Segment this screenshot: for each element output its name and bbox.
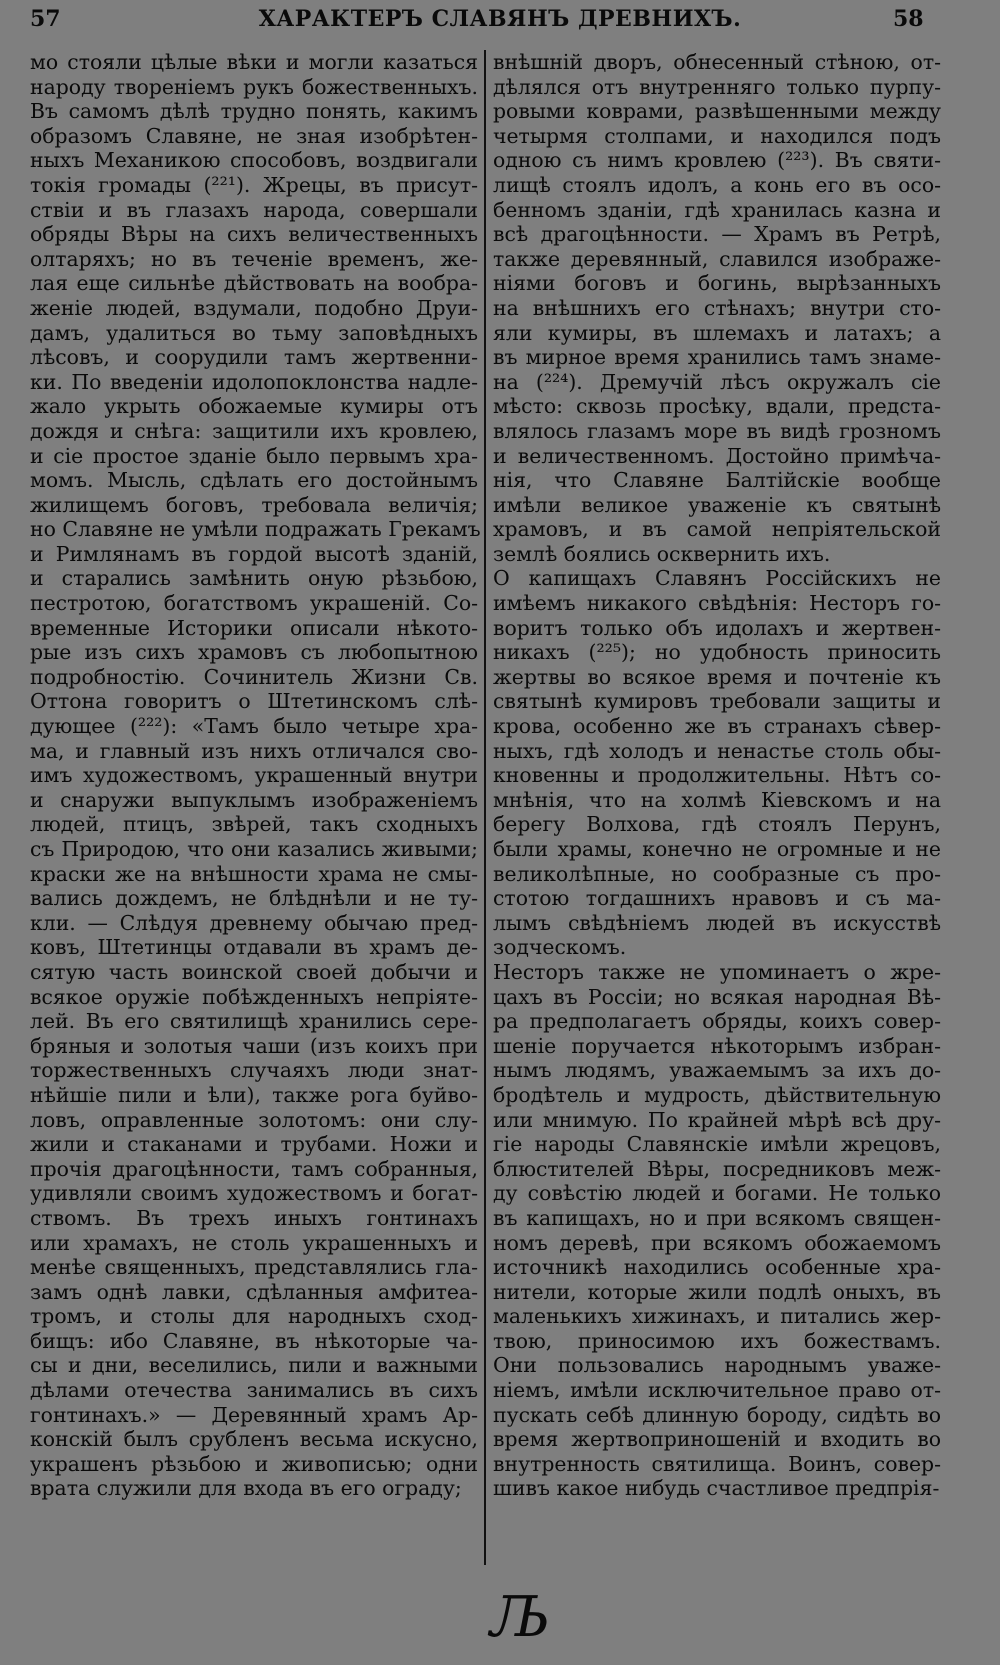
text-line: мнѣнія, что на холмѣ Кіевскомъ и на: [493, 787, 941, 812]
text-line: и сіе простое зданіе было первымъ хра-: [30, 443, 478, 468]
text-line: Они пользовались народнымъ уваже-: [493, 1353, 941, 1378]
text-line: берегу Волхова, гдѣ стоялъ Перунъ,: [493, 812, 941, 837]
text-line: сы и дни, веселились, пили и важными: [30, 1353, 478, 1378]
text-line: съ Природою, что они казались живыми;: [30, 837, 478, 861]
text-line: ніями боговъ и богинь, вырѣзанныхъ: [493, 271, 941, 296]
text-line: прочія драгоцѣнности, тамъ собранныя,: [30, 1156, 478, 1181]
text-line: шивъ какое нибудь счастливое предпрія-: [493, 1476, 940, 1501]
text-line: ствомъ. Въ трехъ иныхъ гонтинахъ: [30, 1205, 478, 1230]
text-line: замъ однѣ лавки, сдѣланныя амфитеа-: [30, 1279, 478, 1304]
text-line: въ капищахъ, но и при всякомъ священ-: [493, 1205, 941, 1230]
text-line: конскій былъ срубленъ весьма искусно,: [30, 1427, 478, 1452]
text-line: женіе людей, вздумали, подобно Друи-: [30, 295, 478, 320]
text-line: были храмы, конечно не огромные и не: [493, 837, 941, 861]
text-line: одною съ нимъ кровлею (²²³). Въ святи-: [493, 148, 941, 173]
text-line: гонтинахъ.» — Деревянный храмъ Ар-: [30, 1402, 478, 1427]
text-line: всѣ драгоцѣнности. — Храмъ въ Ретрѣ,: [493, 222, 941, 247]
text-line: дующее (²²²): «Тамъ было четыре хра-: [30, 714, 478, 739]
text-line: обряды Вѣры на сихъ величественныхъ: [30, 222, 478, 247]
text-line: кновенны и продолжительны. Нѣтъ со-: [493, 763, 941, 788]
text-line: Въ самомъ дѣлѣ трудно понять, какимъ: [30, 99, 478, 124]
text-line: нымъ людямъ, уважаемымъ за ихъ до-: [493, 1058, 941, 1083]
text-line: нители, которые жили подлѣ оныхъ, въ: [493, 1279, 941, 1304]
text-line: олтаряхъ; но въ теченіе временъ, же-: [30, 246, 478, 271]
text-line: О капищахъ Славянъ Россійскихъ не: [493, 566, 941, 591]
text-line: святынѣ кумировъ требовали защиты и: [493, 689, 941, 714]
right-text-column: [493, 50, 941, 1501]
text-line: пускать себѣ длинную бороду, сидѣть во: [493, 1402, 941, 1427]
text-line: менѣе священныхъ, представлялись гла-: [30, 1255, 478, 1280]
text-line: внутренность святилища. Воинъ, совер-: [493, 1451, 941, 1476]
text-line: ровыми коврами, развѣшенными между: [493, 99, 941, 124]
text-line: токія громады (²²¹). Жрецы, въ присут-: [30, 172, 478, 197]
text-line: дамъ, удалиться во тьму заповѣдныхъ: [30, 320, 478, 345]
text-line: мѣсто: сквозь просѣку, вдали, предста-: [493, 394, 941, 419]
text-line: ма, и главный изъ нихъ отличался сво-: [30, 738, 478, 763]
text-line: крова, особенно же въ странахъ сѣвер-: [493, 714, 941, 739]
text-line: краски же на внѣшности храма не смы-: [30, 861, 478, 886]
text-line: кли. — Слѣдуя древнему обычаю пред-: [30, 910, 478, 935]
text-line: маленькихъ хижинахъ, и питались жер-: [493, 1304, 941, 1329]
text-line: ковъ, Штетинцы отдавали въ храмъ де-: [30, 935, 478, 960]
text-line: цахъ въ Россіи; но всякая народная Вѣ-: [493, 984, 941, 1009]
text-line: въ мирное время хранились тамъ знаме-: [493, 345, 941, 370]
text-line: ныхъ, гдѣ холодъ и ненастье столь обы-: [493, 738, 941, 763]
text-line: пестротою, богатствомъ украшеній. Со-: [30, 591, 478, 616]
text-line: ки. По введеніи идолопоклонства надле-: [30, 369, 478, 394]
left-text-column: [30, 50, 481, 1501]
text-line: торжественныхъ случаяхъ люди знат-: [30, 1058, 478, 1083]
text-line: лымъ свѣдѣніемъ людей въ искусствѣ: [493, 910, 941, 935]
text-line: лей. Въ его святилищѣ хранились сере-: [30, 1009, 478, 1034]
text-line: шеніе поручается нѣкоторымъ избран-: [493, 1033, 941, 1058]
text-line: лая еще сильнѣе дѣйствовать на вообра-: [30, 271, 478, 296]
text-line: блюстителей Вѣры, посредниковъ меж-: [493, 1156, 941, 1181]
text-line: лѣсовъ, и соорудили тамъ жертвенни-: [30, 345, 478, 370]
text-line: тромъ, и столы для народныхъ сход-: [30, 1304, 478, 1329]
text-line: землѣ боялись осквернить ихъ.: [493, 541, 831, 566]
text-line: бенномъ зданіи, гдѣ хранилась казна и: [493, 197, 941, 222]
text-line: номъ деревѣ, при всякомъ обожаемомъ: [493, 1230, 941, 1255]
text-line: и величественномъ. Достойно примѣча-: [493, 443, 941, 468]
text-line: жертвы во всякое время и почтеніе къ: [493, 664, 941, 689]
text-line: удивляли своимъ художествомъ и богат-: [30, 1181, 478, 1206]
text-line: врата служили для входа въ его ограду;: [30, 1476, 462, 1501]
running-title: ХАРАКТЕРЪ СЛАВЯНЪ ДРЕВНИХЪ.: [258, 6, 742, 32]
text-line: ловъ, оправленные золотомъ: они слу-: [30, 1107, 478, 1132]
text-line: подробностію. Сочинитель Жизни Св.: [30, 664, 478, 689]
text-line: имѣли великое уваженіе къ святынѣ: [493, 492, 941, 517]
text-line: и снаружи выпуклымъ изображеніемъ: [30, 787, 478, 812]
text-line: источникѣ находились особенные хра-: [493, 1255, 941, 1280]
right-page-number: 58: [893, 6, 924, 32]
text-line: и старались замѣнить оную рѣзьбою,: [30, 566, 478, 591]
text-line: храмовъ, и въ самой непріятельской: [493, 517, 941, 542]
text-line: стотою тогдашнихъ нравовъ и съ ма-: [493, 886, 941, 911]
text-line: временные Историки описали нѣкото-: [30, 615, 478, 640]
text-line: вались дождемъ, не блѣднѣли и не ту-: [30, 886, 478, 911]
text-line: или мнимую. По крайней мѣрѣ всѣ дру-: [493, 1107, 941, 1132]
text-line: дѣлялся отъ внутренняго только пурпу-: [493, 74, 941, 99]
text-line: людей, птицъ, звѣрей, такъ сходныхъ: [30, 812, 478, 837]
text-line: имѣемъ никакого свѣдѣнія: Несторъ го-: [493, 591, 941, 616]
text-line: или храмахъ, не столь украшенныхъ и: [30, 1230, 478, 1255]
text-line: ра предполагаетъ обряды, коихъ совер-: [493, 1009, 941, 1034]
text-line: дѣлами отечества занимались въ сихъ: [30, 1378, 478, 1403]
text-line: украшенъ рѣзьбою и живописью; одни: [30, 1451, 478, 1476]
text-line: но Славяне не умѣли подражать Грекамъ: [30, 517, 481, 542]
text-line: на внѣшнихъ его стѣнахъ; внутри сто-: [493, 295, 941, 320]
handwritten-mark: Љ: [490, 1585, 551, 1650]
text-line: ду совѣстію людей и богами. Не только: [493, 1181, 941, 1206]
text-line: на (²²⁴). Дремучій лѣсъ окружалъ сіе: [493, 369, 941, 394]
text-line: образомъ Славяне, не зная изобрѣтен-: [30, 123, 478, 148]
text-line: бряныя и золотыя чаши (изъ коихъ при: [30, 1033, 478, 1058]
text-line: жили и стаканами и трубами. Ножи и: [30, 1132, 478, 1157]
text-line: твою, приносимою ихъ божествамъ.: [493, 1328, 941, 1353]
text-line: лищѣ стоялъ идолъ, а конь его въ осо-: [493, 172, 941, 197]
text-line: дождя и снѣга: защитили ихъ кровлею,: [30, 418, 478, 443]
text-line: Несторъ также не упоминаетъ о жре-: [493, 959, 941, 984]
text-line: нѣйшіе пили и ѣли), также рога буйво-: [30, 1082, 478, 1107]
text-line: время жертвоприношеній и входить во: [493, 1427, 941, 1452]
text-line: ныхъ Механикою способовъ, воздвигали: [30, 148, 478, 173]
text-line: и Римлянамъ въ гордой высотѣ зданій,: [30, 541, 478, 566]
column-divider: [484, 50, 486, 1565]
text-line: также деревянный, славился изображе-: [493, 246, 941, 271]
text-line: никахъ (²²⁵); но удобность приносить: [493, 640, 941, 665]
text-line: всякое оружіе побѣжденныхъ непріяте-: [30, 984, 478, 1009]
text-line: момъ. Мысль, сдѣлать его достойнымъ: [30, 468, 478, 493]
text-line: яли кумиры, въ шлемахъ и латахъ; а: [493, 320, 941, 345]
text-line: ствіи и въ глазахъ народа, совершали: [30, 197, 478, 222]
left-page-number: 57: [30, 6, 61, 32]
text-line: зодческомъ.: [493, 935, 627, 960]
text-line: воритъ только объ идолахъ и жертвен-: [493, 615, 941, 640]
text-line: бродѣтель и мудрость, дѣйствительную: [493, 1082, 941, 1107]
text-line: ніемъ, имѣли исключительное право от-: [493, 1378, 941, 1403]
text-line: мо стояли цѣлые вѣки и могли казаться: [30, 50, 478, 74]
text-line: Оттона говоритъ о Штетинскомъ слѣ-: [30, 689, 478, 714]
text-line: великолѣпные, но сообразные съ про-: [493, 861, 941, 886]
text-line: рые изъ сихъ храмовъ съ любопытною: [30, 640, 478, 665]
text-line: бищъ: ибо Славяне, въ нѣкоторые ча-: [30, 1328, 478, 1353]
text-line: влялось глазамъ море въ видѣ грозномъ: [493, 418, 941, 443]
text-line: внѣшній дворъ, обнесенный стѣною, от-: [493, 50, 941, 74]
text-line: имъ художествомъ, украшенный внутри: [30, 763, 478, 788]
text-line: народу твореніемъ рукъ божественныхъ.: [30, 74, 478, 99]
text-line: нія, что Славяне Балтійскіе вообще: [493, 468, 941, 493]
text-line: четырмя столпами, и находился подъ: [493, 123, 941, 148]
page-header: [0, 0, 1000, 44]
text-line: жало укрыть обожаемые кумиры отъ: [30, 394, 478, 419]
text-line: жилищемъ боговъ, требовала величія;: [30, 492, 478, 517]
text-line: сятую часть воинской своей добычи и: [30, 959, 478, 984]
text-line: гіе народы Славянскіе имѣли жрецовъ,: [493, 1132, 941, 1157]
